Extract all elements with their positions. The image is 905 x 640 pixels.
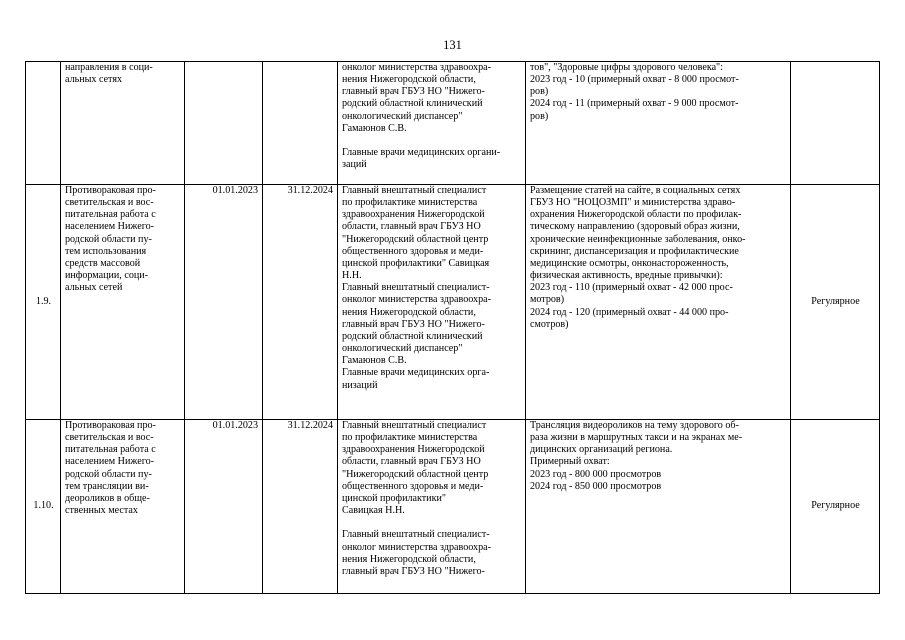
cell-line: мотров) [530,294,565,306]
cell-line: области, главный врач ГБУЗ НО [342,221,481,233]
cell-line: цинской профилактики" [342,492,447,504]
cell-line: хронические неинфекционные заболевания, онко- [530,233,746,245]
cell-line: альных сетях [65,74,123,86]
measure-name-cell [61,62,185,185]
end-date-cell [263,185,338,420]
cell-line: Главные врачи медицинских орга- [342,367,490,379]
cell-line: Гамаюнов С.В. [342,122,407,134]
start-date-cell [185,62,263,185]
cell-line: онколог министерства здравоохра- [342,62,491,73]
cell-line: альных сетей [65,282,123,294]
cell-text: 01.01.2023 [212,420,258,431]
cell-line: ГБУЗ НО "НОЦОЗМП" и министерства здраво- [530,197,736,209]
cell-line: родской области пу- [65,468,152,480]
cell-line: тем использования [65,245,147,257]
cell-line: области, главный врач ГБУЗ НО [342,456,481,468]
cell-line: смотров) [530,318,569,330]
cell-line: онкологический диспансер" [342,343,463,355]
cell-line: здравоохранения Нижегородской [342,444,485,456]
cell-line: Размещение статей на сайте, в социальных сетях [530,185,741,196]
cell-line: главный врач ГБУЗ НО "Нижего- [342,86,485,98]
cell-line: Противораковая про- [65,420,156,431]
measure-name-cell [61,420,185,594]
cell-line: 2023 год - 800 000 просмотров [530,468,662,480]
cell-line: информации, соци- [65,270,149,282]
cell-line: Н.Н. [342,270,362,282]
cell-text: Регулярное [811,500,860,512]
cell-line: Трансляция видеороликов на тему здорового об- [530,420,739,431]
cell-line: 2024 год - 120 (примерный охват - 44 000 про- [530,306,729,318]
cell-line: ров) [530,110,549,122]
cell-line: населением Нижего- [65,456,154,468]
cell-line: онколог министерства здравоохра- [342,541,491,553]
periodicity-cell [791,185,880,420]
cell-line: здравоохранения Нижегородской [342,209,485,221]
cell-line: по профилактике министерства [342,432,478,444]
cell-line: общественного здоровья и меди- [342,480,484,492]
cell-line: онколог министерства здравоохра- [342,294,491,306]
cell-line: питательная работа с [65,209,156,221]
result-cell [526,62,791,185]
cell-line: по профилактике министерства [342,197,478,209]
cell-text: 1.10. [33,500,54,512]
cell-line: нения Нижегородской области, [342,553,476,565]
item-number-cell [26,420,61,594]
cell-line: Главный внештатный специалист [342,185,487,196]
cell-line: 2024 год - 850 000 просмотров [530,480,662,492]
measure-name-cell [61,185,185,420]
cell-line: нения Нижегородской области, [342,306,476,318]
cell-line: Савицкая Н.Н. [342,505,405,517]
measures-table [25,61,880,594]
cell-line: 2023 год - 110 (примерный охват - 42 000 прос- [530,282,733,294]
end-date-cell [263,62,338,185]
cell-line: "Нижегородский областной центр [342,468,489,480]
cell-line: родский областной клинический [342,98,483,110]
cell-line: Примерный охват: [530,456,610,468]
page-number: 131 [443,38,462,52]
cell-line: раза жизни в маршрутных такси и на экранах ме- [530,432,743,444]
cell-line: заций [342,159,367,171]
item-number-cell [26,185,61,420]
cell-text: 31.12.2024 [287,420,333,431]
cell-text: Регулярное [811,295,860,307]
start-date-cell [185,420,263,594]
periodicity-cell [791,420,880,594]
responsible-cell [338,420,526,594]
cell-line: общественного здоровья и меди- [342,245,484,257]
cell-line: Главный внештатный специалист [342,420,487,431]
cell-line: охранения Нижегородской области по профилак- [530,209,742,221]
cell-line: 2024 год - 11 (примерный охват - 9 000 просмот- [530,98,739,110]
cell-line: населением Нижего- [65,221,154,233]
cell-line: "Нижегородский областной центр [342,233,489,245]
cell-line: деороликов в обще- [65,492,150,504]
cell-line [342,517,522,529]
cell-line: Главный внештатный специалист- [342,529,490,541]
cell-line: нения Нижегородской области, [342,74,476,86]
cell-text: 1.9. [35,295,52,307]
cell-line [342,135,522,147]
cell-line: ственных местах [65,505,138,517]
cell-line: главный врач ГБУЗ НО "Нижего- [342,318,485,330]
cell-line: Главные врачи медицинских органи- [342,147,501,159]
cell-line: тем трансляции ви- [65,480,149,492]
cell-line: родский областной клинический [342,330,483,342]
cell-line: питательная работа с [65,444,156,456]
cell-line: онкологический диспансер" [342,110,463,122]
cell-line: Гамаюнов С.В. [342,355,407,367]
cell-line: направления в соци- [65,62,153,73]
cell-line: светительская и вос- [65,197,154,209]
cell-line: Главный внештатный специалист- [342,282,490,294]
cell-line: средств массовой [65,257,141,269]
cell-line: тическому направлению (здоровый образ жизни, [530,221,740,233]
table-row [26,185,880,420]
cell-line: тов", "Здоровые цифры здорового человека": [530,62,723,73]
periodicity-cell [791,62,880,185]
cell-text: 01.01.2023 [212,185,258,196]
responsible-cell [338,62,526,185]
cell-line: светительская и вос- [65,432,154,444]
cell-line: ров) [530,86,549,98]
cell-line: скрининг, диспансеризация и профилактические [530,245,739,257]
cell-line: родской области пу- [65,233,152,245]
cell-line: Противораковая про- [65,185,156,196]
cell-line: главный врач ГБУЗ НО "Нижего- [342,565,485,577]
cell-line: низаций [342,379,378,391]
cell-line: медицинские осмотры, онконастороженность, [530,257,729,269]
start-date-cell [185,185,263,420]
cell-text: 31.12.2024 [287,185,333,196]
end-date-cell [263,420,338,594]
item-number-cell [26,62,61,185]
cell-line: физическая активность, вредные привычки): [530,270,723,282]
responsible-cell [338,185,526,420]
cell-line: дицинских организаций региона. [530,444,673,456]
result-cell [526,420,791,594]
result-cell [526,185,791,420]
table-row [26,62,880,185]
cell-line: цинской профилактики" Савицкая [342,257,490,269]
cell-line: 2023 год - 10 (примерный охват - 8 000 просмот- [530,74,739,86]
table-row [26,420,880,594]
